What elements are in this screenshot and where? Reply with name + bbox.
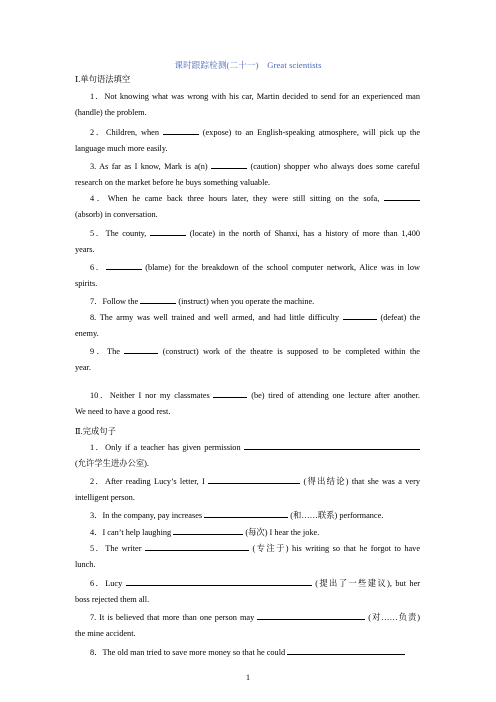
answer-blank[interactable]: [208, 476, 300, 484]
sentence-2-text-a: 2．After reading Lucy’s letter, I: [90, 477, 205, 486]
question-3: [75, 159, 420, 191]
sentence-4-text-b: (每次) I hear the joke.: [245, 528, 320, 537]
answer-blank[interactable]: [145, 543, 249, 551]
sentence-7-line-2: the mine accident.: [75, 629, 136, 638]
question-9-line-2: year.: [75, 363, 91, 372]
question-8: [75, 310, 420, 342]
sentence-8-text-a: 8．The old man tried to save more money so that he could: [90, 648, 286, 657]
question-3-text-a: 3. As far as I know, Mark is a(n): [90, 162, 208, 171]
answer-blank[interactable]: [173, 527, 243, 535]
question-6-text-b: (blame) for the breakdown of the school computer network, Alice was in low: [145, 263, 420, 272]
section-heading-sentences: Ⅱ.完成句子: [75, 427, 116, 436]
question-7-text-a: 7．Follow the: [90, 297, 139, 306]
question-6: [75, 260, 420, 292]
question-8-text-b: (defeat) the: [380, 313, 421, 322]
answer-blank[interactable]: [163, 127, 199, 135]
sentence-3-text-b: (和……联系) performance.: [290, 511, 384, 520]
answer-blank[interactable]: [126, 578, 312, 586]
question-5-line-2: years.: [75, 245, 95, 254]
answer-blank[interactable]: [343, 312, 377, 320]
question-1: [75, 89, 420, 121]
question-2-line-2: language much more easily.: [75, 144, 168, 153]
sentence-3: [75, 508, 420, 524]
question-6-line-2: spirits.: [75, 279, 98, 288]
question-3-text-b: (caution) shopper who always does some careful: [250, 162, 420, 171]
question-2: [75, 125, 420, 157]
answer-blank[interactable]: [257, 612, 365, 620]
question-6-text-a: 6．: [90, 263, 106, 272]
question-10-text-b: (be) tired of attending one lecture after another.: [251, 391, 420, 400]
sentence-7-text-b: (对……负责): [368, 613, 420, 622]
question-7-text-b: (instruct) when you operate the machine.: [178, 297, 315, 306]
sentence-6-line-2: boss rejected them all.: [75, 595, 150, 604]
page-title: 课时跟踪检测(二十一) Great scientists: [174, 60, 322, 70]
sentence-1: [75, 440, 420, 472]
question-9-text-b: (construct) work of the theatre is supposed to be completed within the: [162, 347, 420, 356]
question-4-line-2: (absorb) in conversation.: [75, 210, 158, 219]
sentence-5-text-b: (专注于) his writing so that he forgot to have: [252, 544, 421, 553]
answer-blank[interactable]: [384, 193, 420, 201]
question-10-line-2: We need to have a good rest.: [75, 407, 171, 416]
section-heading-grammar: Ⅰ.单句语法填空: [75, 75, 131, 84]
sentence-5-text-a: 5．The writer: [90, 544, 142, 553]
sentence-4: [75, 525, 420, 541]
page-number: 1: [246, 673, 250, 682]
question-5: [75, 226, 420, 258]
question-9-text-a: 9．The: [90, 347, 120, 356]
question-4: [75, 191, 420, 223]
answer-blank[interactable]: [211, 161, 247, 169]
question-5-text-b: (locate) in the north of Shanxi, has a history of more than 1,400: [189, 229, 421, 238]
question-1-line-2: (handle) the problem.: [75, 108, 147, 117]
sentence-6: [75, 576, 420, 608]
sentence-1-line-2: (允许学生进办公室).: [75, 459, 149, 468]
answer-blank[interactable]: [244, 442, 420, 450]
answer-blank[interactable]: [150, 228, 186, 236]
question-3-line-2: research on the market before he buys something valuable.: [75, 178, 271, 187]
answer-blank[interactable]: [287, 647, 405, 655]
sentence-5-line-2: lunch.: [75, 560, 96, 569]
sentence-1-text-a: 1．Only if a teacher has given permission: [90, 443, 241, 452]
answer-blank[interactable]: [124, 346, 158, 354]
question-8-text-a: 8. The army was well trained and well armed, and had little difficulty: [90, 313, 340, 322]
sentence-3-text-a: 3．In the company, pay increases: [90, 511, 203, 520]
answer-blank[interactable]: [106, 262, 142, 270]
question-4-text-a: 4．When he came back three hours later, they were still sitting on the sofa,: [90, 194, 380, 203]
sentence-8: [75, 645, 420, 661]
sentence-2-line-2: intelligent person.: [75, 493, 135, 502]
question-10-text-a: 10．Neither I nor my classmates: [90, 391, 210, 400]
sentence-6-text-a: 6．Lucy: [90, 579, 123, 588]
sentence-5: [75, 541, 420, 573]
question-7: [75, 294, 420, 310]
question-2-text-b: (expose) to an English-speaking atmosphere, will pick up the: [202, 128, 421, 137]
question-5-text-a: 5．The county,: [90, 229, 147, 238]
question-10: [75, 388, 420, 420]
answer-blank[interactable]: [204, 510, 288, 518]
answer-blank[interactable]: [140, 296, 176, 304]
sentence-6-text-b: (提出了一些建议), but her: [315, 579, 421, 588]
sentence-4-text-a: 4．I can’t help laughing: [90, 528, 172, 537]
question-9: [75, 344, 420, 376]
sentence-2: [75, 474, 420, 506]
answer-blank[interactable]: [213, 390, 247, 398]
question-8-line-2: enemy.: [75, 329, 99, 338]
question-2-text-a: 2．Children, when: [90, 128, 159, 137]
sentence-7: [75, 610, 420, 642]
question-1-line-1: 1．Not knowing what was wrong with his car, Martin decided to send for an experienced man: [90, 92, 420, 101]
sentence-2-text-b: (得出结论) that she was a very: [303, 477, 421, 486]
sentence-7-text-a: 7. It is believed that more than one person may: [90, 613, 255, 622]
